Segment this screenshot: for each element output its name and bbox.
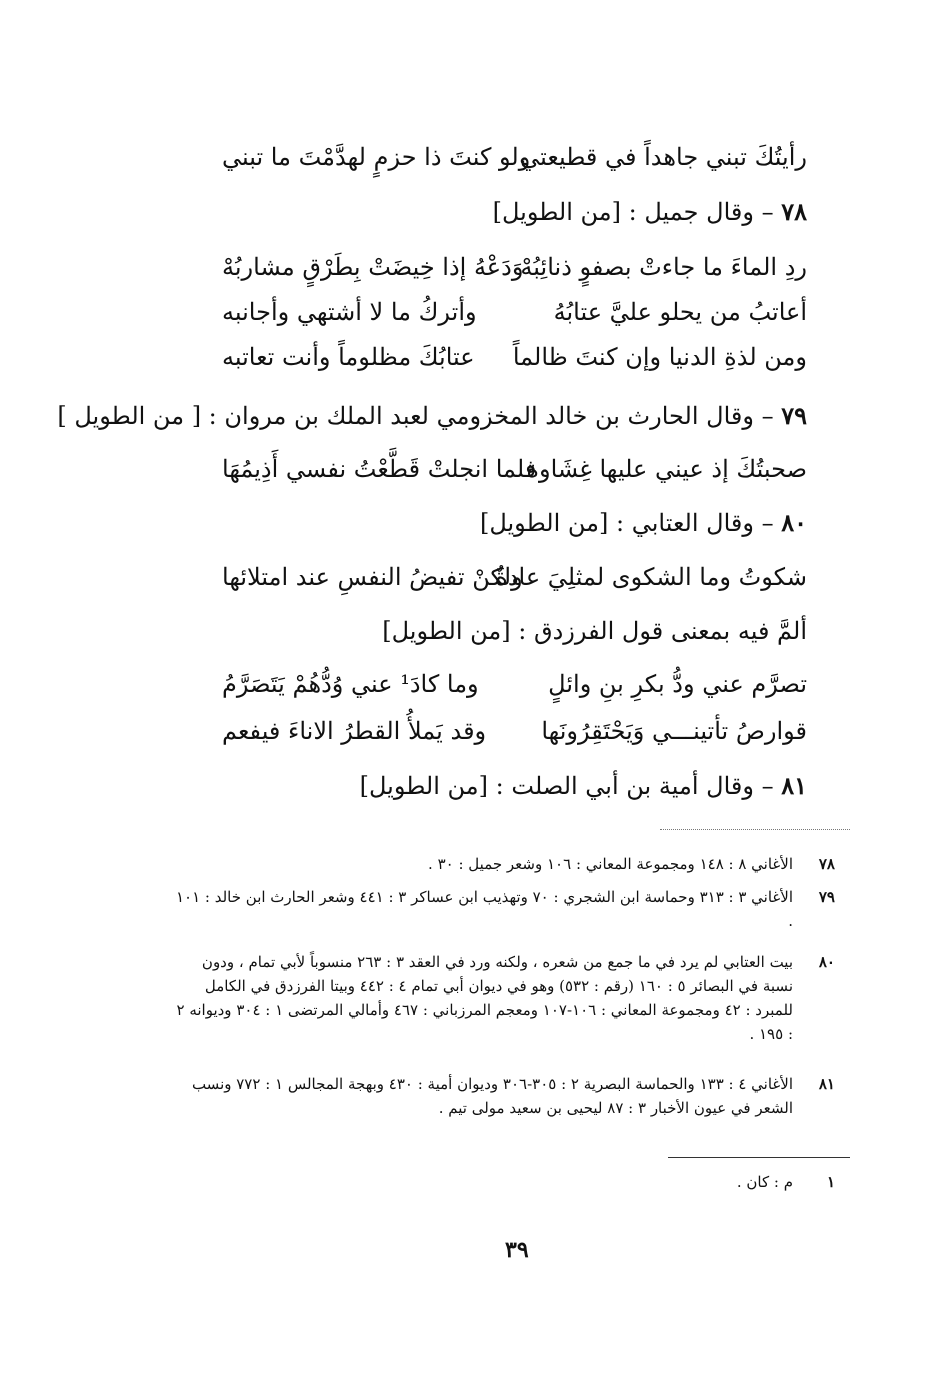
- verse-hemistich: رأيتُكَ تبني جاهداً في قطيعتي: [520, 143, 807, 171]
- poem-heading-78: [493, 197, 807, 226]
- footnote-80: [155, 950, 835, 1060]
- verse-hemistich: شكوتُ وما الشكوى لمثلِيَ عادةٌ: [495, 563, 807, 591]
- poem-heading-80: [480, 508, 807, 537]
- footnote-number: ٨٠: [818, 953, 835, 971]
- footnote-number: ٨١: [818, 1075, 835, 1093]
- verse-hemistich: تصرَّم عني ودُّ بكرِ بنِ وائلٍ: [548, 670, 807, 698]
- entry-number: ٨٠: [781, 508, 807, 537]
- verse-hemistich: ومن لذةِ الدنيا وإن كنتَ ظالماً: [512, 343, 807, 371]
- note-text: م : كان .: [736, 1173, 793, 1191]
- verse-hemistich: ردِ الماءَ ما جاءتْ بصفوٍ ذنائِبُهْ: [520, 253, 807, 281]
- verse-hemistich: صحبتُكَ إذ عيني عليها غِشَاوة: [526, 455, 807, 483]
- heading-text: – وقال أمية بن أبي الصلت : [من الطويل]: [359, 772, 774, 800]
- heading-text: – وقال الحارث بن خالد المخزومي لعبد الملك بن مروان : [ من الطويل ]: [57, 402, 774, 430]
- verse-hemistich: قوارصُ تأتينـــي وَيَحْتَقِرُونَها: [541, 717, 807, 745]
- verse-hemistich: أعاتبُ من يحلو عليَّ عتابُهُ: [553, 298, 807, 326]
- entry-number: ٧٨: [781, 197, 807, 226]
- footnote-text: الأغاني ٣ : ٣١٣ وحماسة ابن الشجري : ٧٠ وتهذيب ابن عساكر ٣ : ٤٤١ وشعر الحارث ابن خالد : ١٠١ .: [175, 888, 793, 930]
- footnote-number: ٧٨: [818, 855, 835, 873]
- page-number: ٣٩: [505, 1237, 529, 1263]
- footnote-text: الأغاني ٨ : ١٤٨ ومجموعة المعاني : ١٠٦ وشعر جميل : ٣٠ .: [428, 855, 793, 873]
- footnote-separator: [660, 829, 850, 830]
- verse-hemistich: ولكنْ تفيضُ النفسِ عند امتلائها: [222, 563, 523, 591]
- textual-note: [635, 1170, 835, 1194]
- note-separator: [668, 1157, 850, 1158]
- footnote-text: الأغاني ٤ : ١٣٣ والحماسة البصرية ٢ : ٣٠٥-٣٠٦ وديوان أمية : ٤٣٠ وبهجة المجالس ١ : ٧٧٢ ونسب الشعر في عيون الأخبار ٣ : ٨٧ ليحيى بن سعيد مولى تيم .: [191, 1075, 793, 1117]
- heading-text: – وقال جميل : [من الطويل]: [492, 198, 774, 226]
- footnote-78: [155, 852, 835, 876]
- entry-number: ٧٩: [781, 401, 807, 430]
- verse-hemistich: فلما انجلتْ قَطَّعْتُ نفسي أَذِيمُهَا: [222, 455, 537, 483]
- poem-heading-79: [57, 401, 807, 430]
- poem-heading-81: [360, 771, 807, 800]
- verse-hemistich: وقد يَملأُ القطرُ الاناءَ فيفعم: [222, 717, 487, 745]
- verse-hemistich: وما كادَ¹ عني وُدُّهُمْ يَتَصَرَّمُ: [222, 670, 479, 698]
- sub-heading: ألمَّ فيه بمعنى قول الفرزدق : [من الطويل]: [382, 617, 807, 645]
- verse-hemistich: وَدَعْهُ إذا خِيضَتْ بِطَرْقٍ مشاربُهْ: [222, 253, 524, 281]
- note-number: ١: [826, 1173, 835, 1191]
- verse-hemistich: ولو كنتَ ذا حزمٍ لهدَّمْتَ ما تبني: [222, 143, 531, 171]
- footnote-text: بيت العتابي لم يرد في ما جمع من شعره ، ولكنه ورد في العقد ٣ : ٢٦٣ منسوباً لأبي تمام ، ودون نسبة في البصائر ٥ : ١٦٠ (رقم : ٥٣٢) وهو في ديوان أبي تمام ٤ : ٤٤٢ وبيتا الفرزدق في الكامل للمبرد : ٤٢ ومجموعة المعاني : ١٠٦-١٠٧ ومعجم المرزباني : ٤٦٧ وأمالي المرتضى ١ : ٣٠٤ وديوانه ٢ : ١٩٥ .: [176, 953, 793, 1043]
- footnote-81: [155, 1072, 835, 1122]
- heading-text: – وقال العتابي : [من الطويل]: [479, 509, 774, 537]
- footnote-number: ٧٩: [818, 888, 835, 906]
- verse-hemistich: عتابُكَ مظلوماً وأنت تعاتبه: [222, 343, 475, 371]
- entry-number: ٨١: [781, 771, 807, 800]
- footnote-79: [155, 885, 835, 935]
- verse-hemistich: وأتركُ ما لا أشتهي وأجانبه: [222, 298, 477, 326]
